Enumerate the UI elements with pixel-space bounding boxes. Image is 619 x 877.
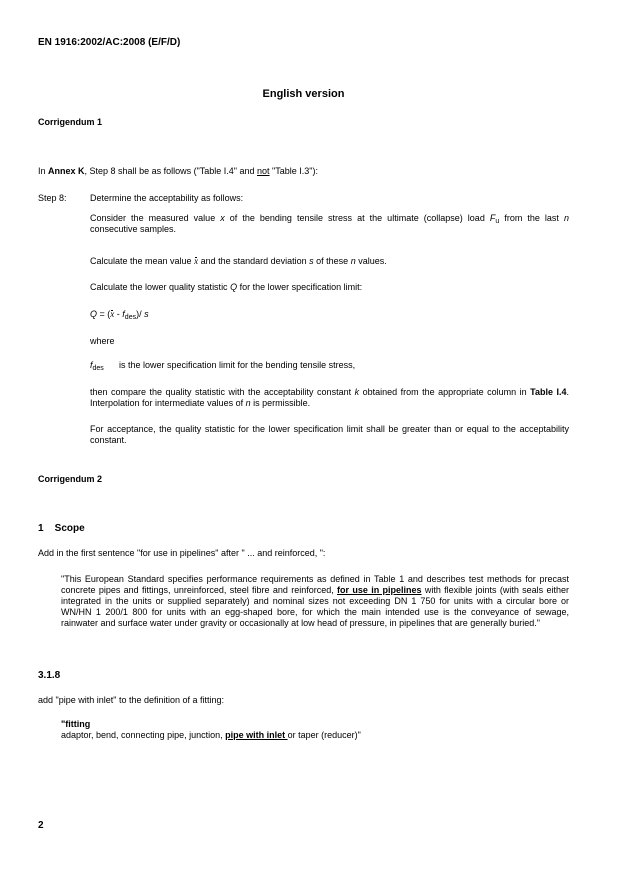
definition-symbol: $f_{des}$ [90, 360, 104, 372]
inserted-text-highlight: pipe with inlet [225, 730, 288, 740]
scope-heading: 1 Scope [38, 523, 85, 534]
step-label: Step 8: [38, 193, 67, 203]
x-bar-symbol: x [194, 256, 199, 266]
acceptability-paragraph: then compare the quality statistic with the acceptability constant k obtained from the appropriate column in Table I.4. Interpolation for intermediate values of n is permissible. [90, 387, 569, 408]
scope-quotation: "This European Standard specifies performance requirements as defined in Table 1 and describes test methods for precast concrete pipes and fittings, unreinforced, steel fibre and reinforced, for use in pipelines with flexible joints (with seals either integrated in the units or supplied separately) and nominal sizes not exceeding DN 1 750 for units with a circular bore or WN/HN 1 200/1 800 for units with an egg-shaped bore, for which the main intended use is the conveyance of sewage, rainwater and surface water under gravity or occasionally at low head of pressure, in pipelines that are generally buried." [61, 574, 570, 628]
corrigendum-2-title: Corrigendum 2 [38, 474, 103, 484]
page-number: 2 [38, 820, 44, 831]
fitting-term: "fitting [61, 719, 91, 729]
clause-heading: 3.1.8 [38, 670, 61, 681]
language-version-title: English version [262, 88, 345, 100]
corrigendum-1-title: Corrigendum 1 [38, 117, 103, 127]
annex-instruction: In Annex K, Step 8 shall be as follows ("Table I.4" and not "Table I.3"): [38, 166, 318, 176]
quality-statistic-paragraph: Calculate the lower quality statistic Q for the lower specification limit: [90, 282, 363, 292]
measured-value-paragraph: Consider the measured value x of the bending tensile stress at the ultimate (collapse) load $F_u$ from the last n consecutive samples. [90, 213, 569, 234]
scope-instruction: Add in the first sentence "for use in pipelines" after " ... and reinforced, ": [38, 548, 326, 558]
acceptance-criteria-paragraph: For acceptance, the quality statistic for the lower specification limit shall be greater than or equal to the acceptability constant. [90, 424, 569, 445]
clause-instruction: add "pipe with inlet" to the definition of a fitting: [38, 695, 225, 705]
where-label: where [90, 336, 115, 346]
document-identifier: EN 1916:2002/AC:2008 (E/F/D) [38, 37, 181, 48]
x-bar-symbol: x [110, 309, 115, 319]
inserted-text-highlight: for use in pipelines [337, 585, 422, 595]
step-instruction: Determine the acceptability as follows: [90, 193, 244, 203]
mean-value-paragraph: Calculate the mean value x and the standard deviation s of these n values. [90, 256, 387, 266]
definition-text: is the lower specification limit for the bending tensile stress, [119, 360, 356, 370]
quality-statistic-formula: $Q = (x - f_{des})/$ s [90, 309, 149, 321]
fitting-definition: adaptor, bend, connecting pipe, junction, pipe with inlet or taper (reducer)" [61, 730, 361, 740]
